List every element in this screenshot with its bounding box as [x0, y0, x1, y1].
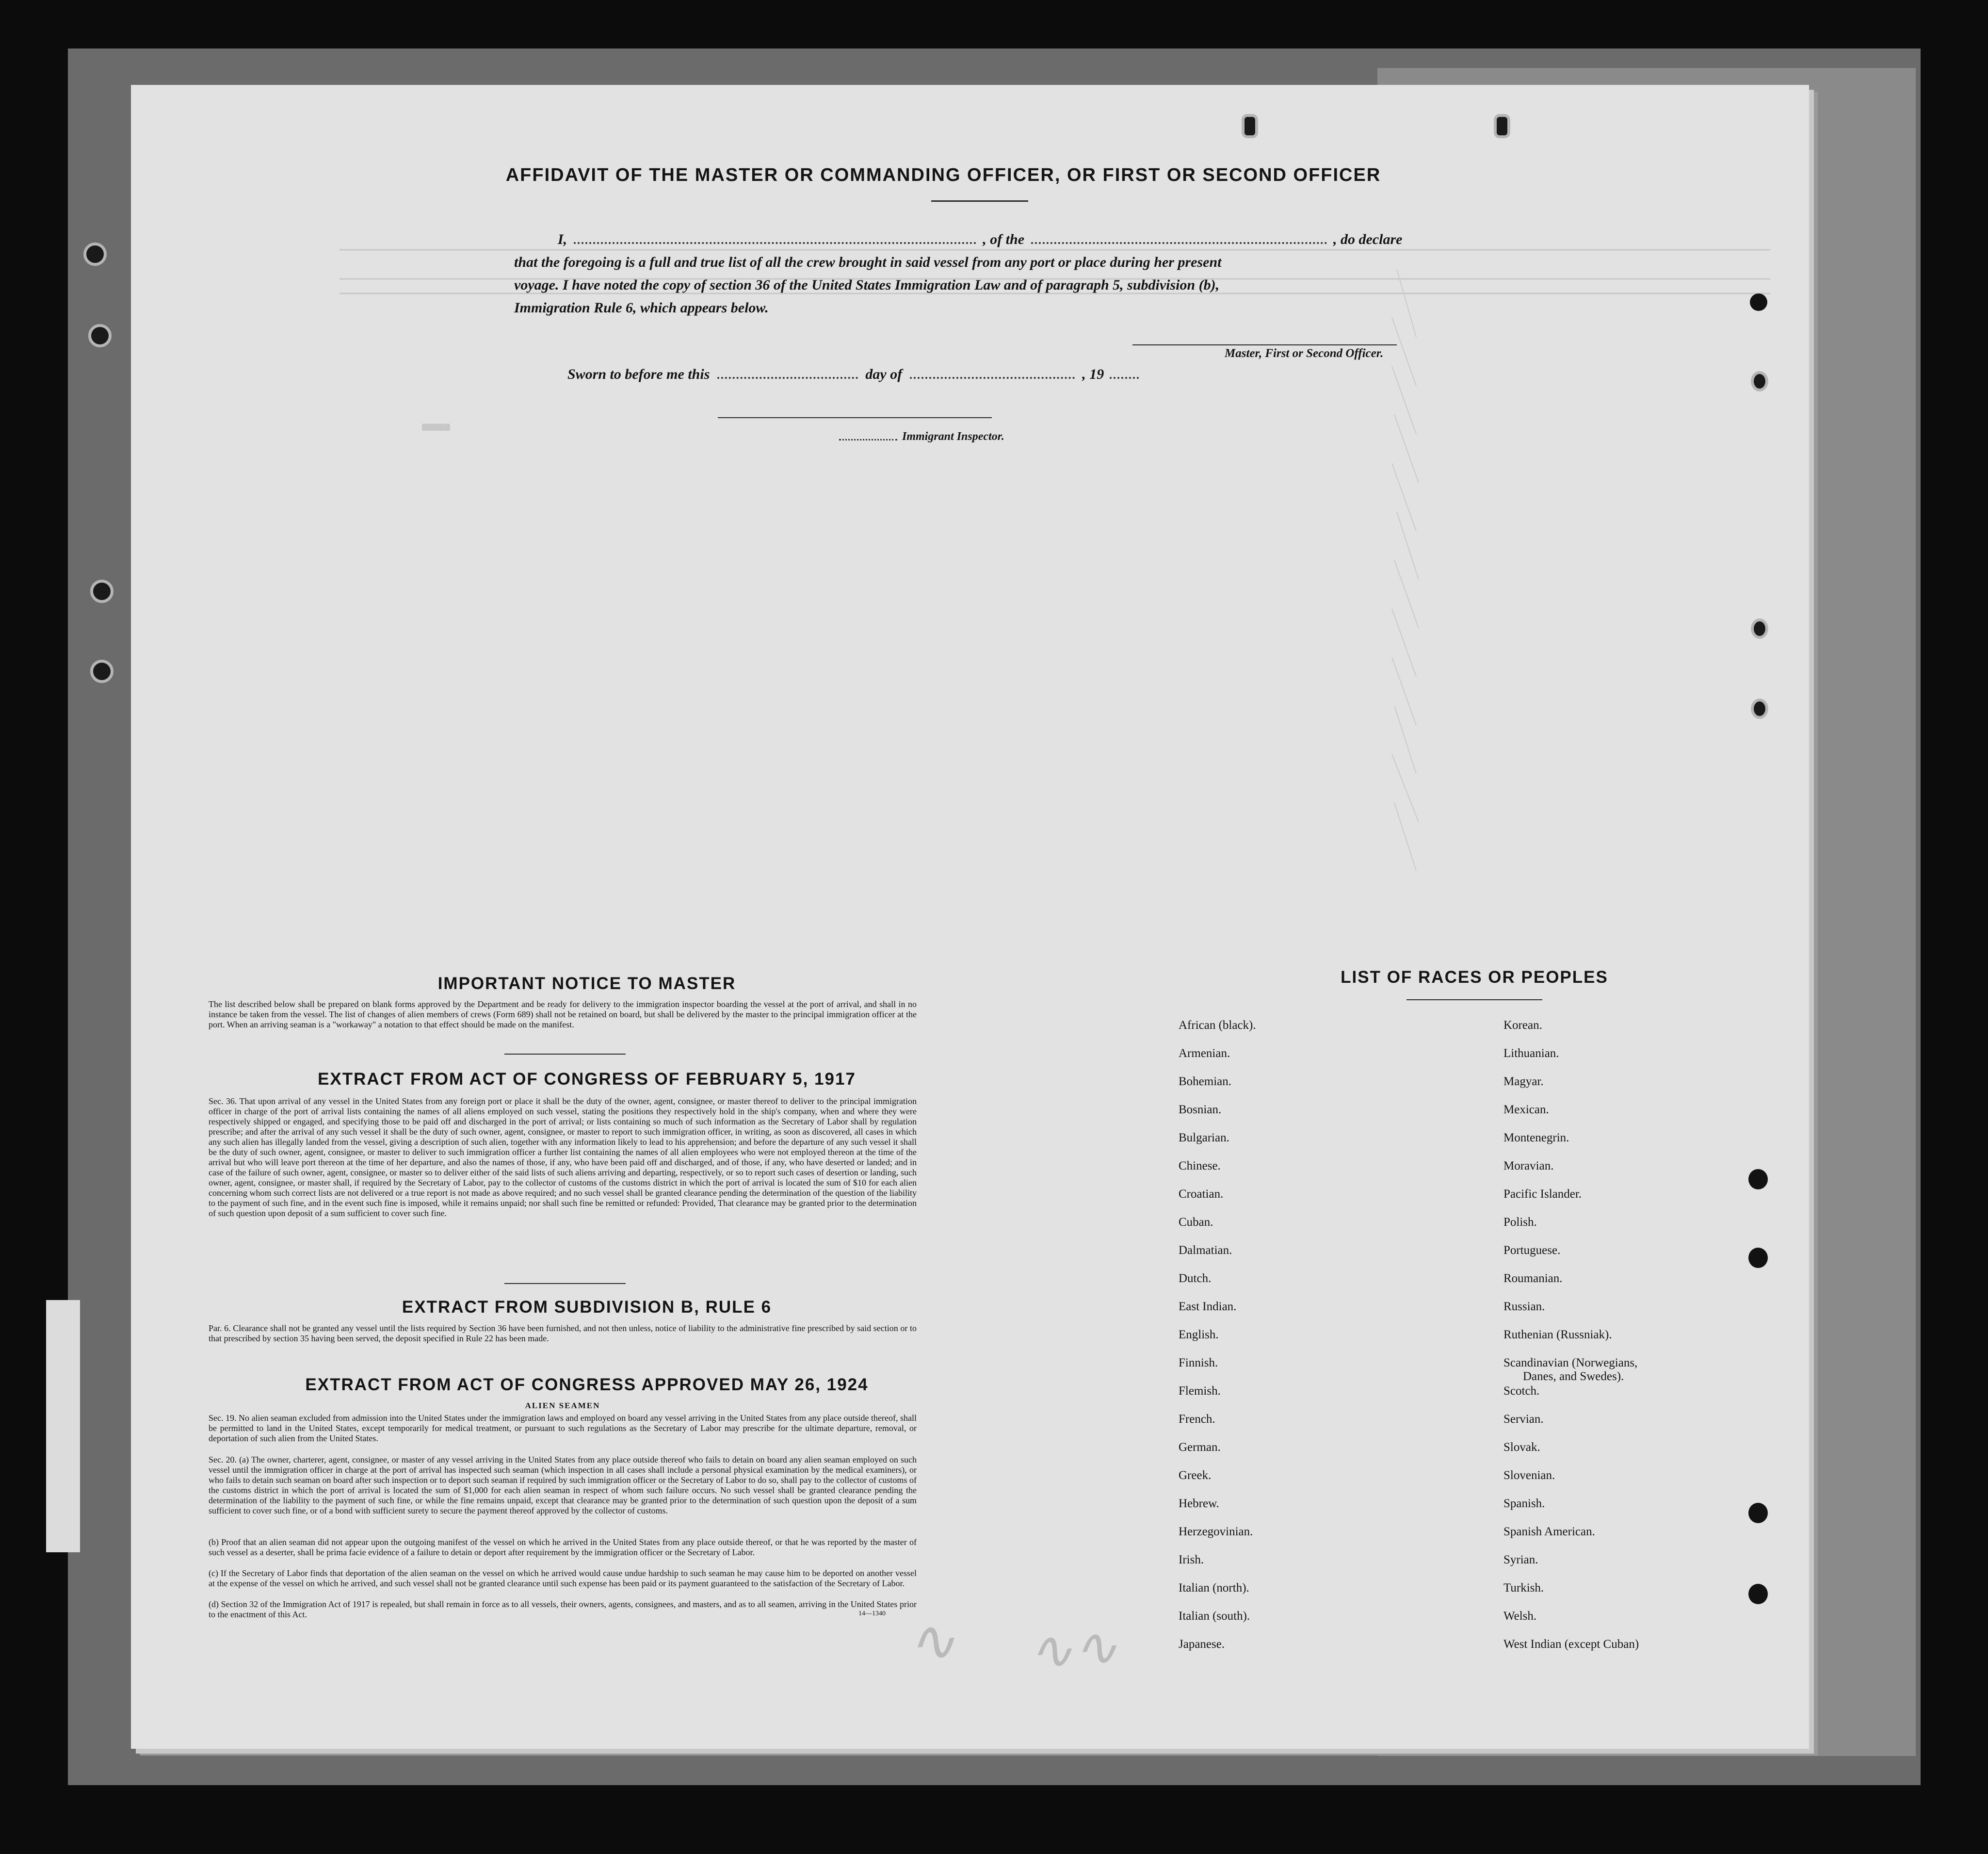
race-right-item: Montenegrin.	[1503, 1131, 1569, 1144]
extract-1924-sec20c: (c) If the Secretary of Labor finds that deportation of the alien seaman on the vessel on which he arrived would cause undue hardship to such seaman he may cause him to be deported on another vessel at the expense of the vessel on which he arrived, and such vessel shall not be granted clearance until such expense has been paid or its payment guaranteed to the satisfaction of the Secretary of Labor.	[209, 1568, 917, 1588]
punch-mark-5	[1750, 293, 1767, 311]
race-right-item: Mexican.	[1503, 1103, 1549, 1116]
vessel-name-field[interactable]	[1031, 231, 1327, 244]
master-signature-line	[1132, 344, 1397, 345]
race-left-item: Finnish.	[1179, 1356, 1218, 1369]
year-prefix: , 19	[1082, 366, 1104, 382]
binder-hole-3	[90, 580, 113, 603]
race-right-item: West Indian (except Cuban)	[1503, 1638, 1639, 1651]
punch-mark-1	[1748, 1169, 1768, 1189]
race-left-item: Hebrew.	[1179, 1497, 1219, 1510]
race-right-item: Scandinavian (Norwegians,	[1503, 1356, 1638, 1369]
binder-hole-2	[88, 324, 112, 347]
race-left-item: Bosnian.	[1179, 1103, 1222, 1116]
punch-mark-3	[1748, 1503, 1768, 1523]
race-left-item: Bulgarian.	[1179, 1131, 1229, 1144]
race-right-item: Portuguese.	[1503, 1244, 1561, 1257]
race-right-item: Syrian.	[1503, 1553, 1538, 1566]
extract-1924-sec20d: (d) Section 32 of the Immigration Act of 1917 is repealed, but shall remain in force as to all vessels, their owners, agents, consignees, and masters, and as to all seamen, arriving in the United States prior to the enactment of this Act.	[209, 1599, 917, 1619]
race-left-item: French.	[1179, 1413, 1215, 1426]
bleed-through-row: ■■■■	[422, 420, 450, 433]
right-hole-2	[1751, 618, 1768, 639]
race-right-item: Polish.	[1503, 1216, 1537, 1229]
races-title: LIST OF RACES OR PEOPLES	[1341, 968, 1608, 987]
inspector-signature-line	[718, 417, 992, 418]
race-left-item: Croatian.	[1179, 1187, 1224, 1201]
race-left-item: Chinese.	[1179, 1159, 1221, 1172]
race-left-item: Bohemian.	[1179, 1075, 1232, 1088]
sworn-text: Sworn to before me this	[567, 366, 710, 382]
of-the-text: , of the	[983, 231, 1025, 247]
sworn-line	[567, 366, 1139, 383]
paper-tab	[46, 1300, 80, 1552]
race-right-item: Lithuanian.	[1503, 1047, 1559, 1060]
race-right-item: Turkish.	[1503, 1581, 1544, 1594]
race-right-item: Slovak.	[1503, 1441, 1540, 1454]
race-left-item: Armenian.	[1179, 1047, 1230, 1060]
binder-hole-4	[90, 660, 113, 683]
affidavit-body-3: Immigration Rule 6, which appears below.	[514, 300, 769, 316]
race-right-item: Scotch.	[1503, 1384, 1540, 1398]
race-right-item: Russian.	[1503, 1300, 1545, 1313]
race-right-item: Danes, and Swedes).	[1523, 1370, 1624, 1383]
affidavit-title-underline	[931, 200, 1028, 202]
race-left-item: Japanese.	[1179, 1638, 1225, 1651]
alien-seamen-heading: ALIEN SEAMEN	[525, 1401, 600, 1410]
race-left-item: Italian (north).	[1179, 1581, 1249, 1594]
race-right-item: Welsh.	[1503, 1610, 1537, 1623]
race-right-item: Spanish.	[1503, 1497, 1545, 1510]
declarant-prefix: I,	[558, 231, 567, 247]
sworn-day-field[interactable]	[717, 367, 858, 379]
race-right-item: Spanish American.	[1503, 1525, 1595, 1538]
race-right-item: Magyar.	[1503, 1075, 1544, 1088]
race-left-item: African (black).	[1179, 1019, 1256, 1032]
race-right-item: Slovenian.	[1503, 1469, 1555, 1482]
race-left-item: Herzegovinian.	[1179, 1525, 1253, 1538]
race-left-item: English.	[1179, 1328, 1219, 1341]
race-right-item: Roumanian.	[1503, 1272, 1563, 1285]
extract-1924-sec20a: Sec. 20. (a) The owner, charterer, agent, consignee, or master of any vessel arriving in the United States from any place outside thereof who fails to detain on board any alien seaman employed on such vessel until the immigration officer in charge at the port of arrival has inspected such seaman (which inspection in all cases shall include a personal physical examination by the medical examiners), or who fails to detain such seaman on board after such inspection or to deport such seaman if required by such immigration officer or the Secretary of Labor to do so, shall pay to the collector of customs of the customs district in which the port of arrival is located the sum of $1,000 for each alien seaman in respect of whom such failure occurs. No such vessel shall be granted clearance pending the determination of the liability to the payment of such fine, or while the fine remains unpaid, except that clearance may be granted prior to the determination of such question upon the deposit of a sum sufficient to cover such fine, or of a bond with sufficient surety to secure the payment thereof approved by the collector of customs.	[209, 1455, 917, 1515]
race-left-item: East Indian.	[1179, 1300, 1237, 1313]
top-hole-left	[1242, 114, 1258, 138]
race-left-item: Greek.	[1179, 1469, 1212, 1482]
right-hole-1	[1751, 371, 1768, 391]
day-of-text: day of	[865, 366, 903, 382]
affidavit-statement	[514, 228, 1436, 319]
extract-1924-sec20b: (b) Proof that an alien seaman did not appear upon the outgoing manifest of the vessel on which he arrived in the United States from any place outside thereof, or that he was reported by the master of such vessel as a deserter, shall be prima facie evidence of a failure to detain or deport after requirement by the immigration officer or the Secretary of Labor.	[209, 1537, 917, 1557]
race-right-item: Pacific Islander.	[1503, 1187, 1582, 1201]
extract-1917-text: Sec. 36. That upon arrival of any vessel in the United States from any foreign port or place it shall be the duty of the owner, agent, consignee, or master thereof to deliver to the principal immigration officer in charge of the port of arrival lists containing the names of all aliens employed on such vessel, stating the positions they respectively hold in the ship's company, when and where they were respectively shipped or engaged, and specifying those to be paid off and discharged in the port of arrival; or lists containing so much of such information as the Secretary of Labor shall by regulation prescribe; and after the arrival of any such vessel it shall be the duty of such owner, agent, consignee, or master to report to such immigration officer, in writing, as soon as discovered, all cases in which any such alien has illegally landed from the vessel, giving a description of such alien, together with any information likely to lead to his apprehension; and before the departure of any such vessel it shall be the duty of such owner, agent, consignee, or master to deliver to such immigration officer a further list containing the names of all alien employees who were not employed thereon at the time of the arrival but who will leave port thereon at the time of her departure, and also the names of those, if any, who have been paid off and discharged, and of those, if any, who have deserted or landed; and in case of the failure of such owner, agent, consignee, or master so to deliver either of the said lists of such aliens arriving and departing, respectively, or so to report such cases of desertion or landing, such owner, agent, consignee, or master shall, if required by the Secretary of Labor, pay to the collector of customs of the customs district in which the port of arrival is located the sum of $10 for each alien concerning whom such correct lists are not delivered or a true report is not made as above required; and no such vessel shall be granted clearance pending the determination of the question of the liability to the payment of such fine, and in the event such fine is imposed, while it remains unpaid; nor shall such fine be remitted or refunded: Provided, That clearance may be granted prior to the determination of such question upon deposit of a sum sufficient to cover such fine.	[209, 1096, 917, 1218]
race-left-item: Italian (south).	[1179, 1610, 1250, 1623]
declare-text: , do declare	[1333, 231, 1403, 247]
faint-handwriting-1: ∿	[902, 1605, 960, 1679]
declarant-name-field[interactable]	[574, 231, 976, 244]
race-left-item: Cuban.	[1179, 1216, 1213, 1229]
rule6-text: Par. 6. Clearance shall not be granted any vessel until the lists required by Section 36 have been furnished, and not then unless, notice of liability to the administrative fine prescribed by said section or to that prescribed by section 35 having been served, the deposit specified in Rule 22 has been made.	[209, 1323, 917, 1343]
rule6-title: EXTRACT FROM SUBDIVISION B, RULE 6	[402, 1298, 772, 1317]
notice-divider	[504, 1054, 626, 1055]
form-number: 14—1340	[858, 1610, 886, 1617]
punch-mark-2	[1748, 1248, 1768, 1268]
extract-1917-title: EXTRACT FROM ACT OF CONGRESS OF FEBRUARY 5, 1917	[318, 1070, 856, 1089]
affidavit-title: AFFIDAVIT OF THE MASTER OR COMMANDING OFFICER, OR FIRST OR SECOND OFFICER	[505, 165, 1381, 185]
race-right-item: Korean.	[1503, 1019, 1542, 1032]
races-title-underline	[1406, 999, 1542, 1000]
master-signature-label: Master, First or Second Officer.	[1225, 347, 1384, 360]
extract-1924-sec19: Sec. 19. No alien seaman excluded from admission into the United States under the immigration laws and employed on board any vessel arriving in the United States from any place outside thereof, shall be permitted to land in the United States, except temporarily for medical treatment, or pursuant to such regulations as the Secretary of Labor may prescribe for the ultimate departure, removal, or deportation of such alien from the United States.	[209, 1413, 917, 1443]
race-right-item: Servian.	[1503, 1413, 1544, 1426]
race-left-item: Dutch.	[1179, 1272, 1212, 1285]
extract-1924-title: EXTRACT FROM ACT OF CONGRESS APPROVED MAY 26, 1924	[305, 1375, 869, 1394]
inspector-prefix-dots	[839, 435, 897, 440]
document-page	[131, 85, 1809, 1749]
race-right-item: Ruthenian (Russniak).	[1503, 1328, 1612, 1341]
race-left-item: Flemish.	[1179, 1384, 1221, 1398]
race-left-item: German.	[1179, 1441, 1221, 1454]
race-left-item: Dalmatian.	[1179, 1244, 1232, 1257]
inspector-label: Immigrant Inspector.	[902, 430, 1004, 443]
extract-1917-divider	[504, 1283, 626, 1284]
top-hole-right	[1494, 114, 1510, 138]
binder-hole-1	[83, 243, 107, 266]
race-left-item: Irish.	[1179, 1553, 1204, 1566]
affidavit-body-1: that the foregoing is a full and true list of all the crew brought in said vessel from any port or place during her present	[514, 254, 1222, 270]
race-right-item: Moravian.	[1503, 1159, 1554, 1172]
punch-mark-4	[1748, 1584, 1768, 1604]
affidavit-body-2: voyage. I have noted the copy of section 36 of the United States Immigration Law and of paragraph 5, subdivision (b),	[514, 277, 1220, 293]
sworn-year-field[interactable]	[1110, 367, 1139, 379]
sworn-month-field[interactable]	[910, 367, 1075, 379]
faint-handwriting-2: ∿∿	[1026, 1614, 1120, 1683]
right-hole-3	[1751, 699, 1768, 719]
notice-title: IMPORTANT NOTICE TO MASTER	[437, 974, 736, 993]
declarant-line	[514, 228, 1436, 251]
notice-text: The list described below shall be prepared on blank forms approved by the Department and be ready for delivery to the immigration inspector boarding the vessel at the port of arrival, and shall in no instance be taken from the vessel. The list of changes of alien members of crews (Form 689) shall not be retained on board, but shall be delivered by the master to the principal immigration officer at the port. When an arriving seaman is a "workaway" a notation to that effect should be made on the manifest.	[209, 999, 917, 1029]
